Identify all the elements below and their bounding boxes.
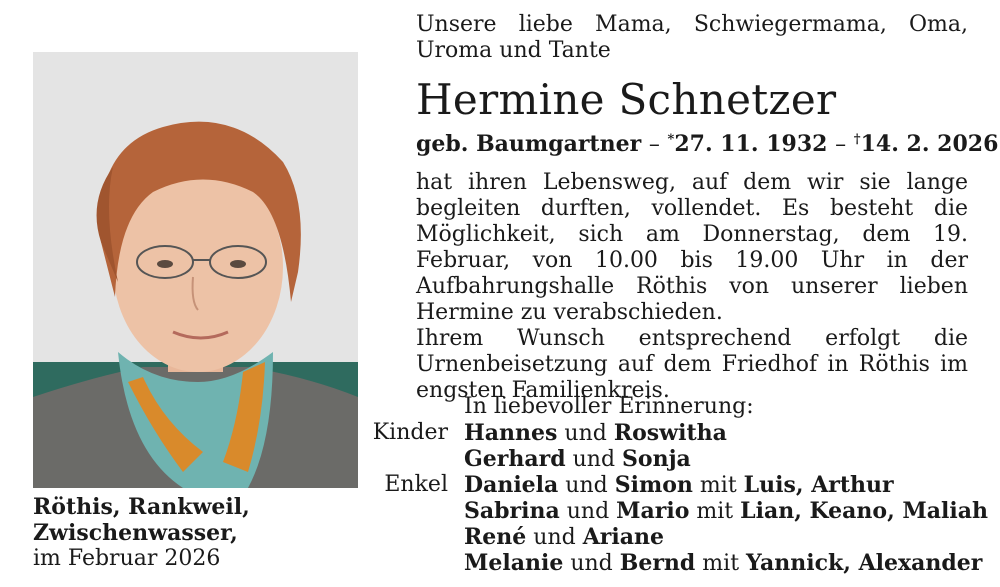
- conjunction: und: [533, 525, 576, 550]
- family-name: Ariane: [582, 524, 664, 550]
- preposition: mit: [696, 499, 734, 524]
- family-children: Luis, Arthur: [743, 472, 894, 498]
- family-name: Sonja: [622, 446, 691, 472]
- death-cross-icon: †: [853, 132, 861, 147]
- dash-separator: –: [648, 132, 660, 157]
- family-name: Bernd: [619, 550, 696, 576]
- conjunction: und: [566, 499, 610, 524]
- place-and-date: [33, 494, 363, 572]
- preposition: mit: [702, 551, 740, 576]
- family-name: Sabrina: [464, 498, 560, 524]
- enkel-label: Enkel: [384, 472, 448, 497]
- intro-line-2: Uroma und Tante: [416, 38, 611, 63]
- death-date: 14. 2. 2026: [860, 131, 999, 157]
- kinder-label: Kinder: [372, 420, 448, 445]
- family-name: Hannes: [464, 420, 558, 446]
- intro-line-1: Unsere liebe Mama, Schwiegermama, Oma,: [416, 12, 968, 37]
- family-name: Mario: [616, 498, 690, 524]
- conjunction: und: [570, 551, 613, 576]
- conjunction: und: [572, 447, 616, 472]
- announcement-paragraph-1: hat ihren Lebensweg, auf dem wir sie lange begleiten durften, vollendet. Es besteht die Möglichkeit, sich am Donnerstag, dem 19. Februar, von 10.00 bis 19.00 Uhr in der Aufbahrungshalle Röthis von unserer lieben Hermine zu verabschieden.: [416, 170, 968, 325]
- family-line: [464, 472, 894, 499]
- announcement-body: [416, 170, 968, 404]
- family-line: [464, 498, 988, 525]
- birth-date: 27. 11. 1932: [674, 131, 828, 157]
- family-name: Roswitha: [613, 420, 727, 446]
- family-name: Daniela: [464, 472, 559, 498]
- deceased-name: Hermine Schnetzer: [416, 75, 837, 124]
- family-line: [464, 524, 664, 551]
- place-line-1: Röthis, Rankweil,: [33, 494, 250, 520]
- portrait-photo: [33, 52, 358, 488]
- family-children: Yannick, Alexander: [746, 550, 983, 576]
- family-name: Simon: [614, 472, 693, 498]
- family-line: [464, 420, 727, 447]
- family-name: Melanie: [464, 550, 564, 576]
- life-dates: [416, 126, 999, 159]
- intro-text: [416, 12, 968, 64]
- family-line: [464, 550, 982, 577]
- memory-heading: In liebevoller Erinnerung:: [464, 394, 754, 419]
- portrait-illustration: [33, 52, 358, 488]
- family-line: [464, 446, 691, 473]
- place-date: im Februar 2026: [33, 546, 221, 571]
- family-name: René: [464, 524, 527, 550]
- preposition: mit: [699, 473, 737, 498]
- family-children: Lian, Keano, Maliah: [740, 498, 988, 524]
- maiden-name: geb. Baumgartner: [416, 131, 642, 157]
- conjunction: und: [564, 421, 607, 446]
- place-line-2: Zwischenwasser,: [33, 520, 238, 546]
- family-name: Gerhard: [464, 446, 566, 472]
- dash-separator: –: [835, 132, 847, 157]
- announcement-paragraph-2: Ihrem Wunsch entsprechend erfolgt die Urnenbeisetzung auf dem Friedhof in Röthis im engsten Familienkreis.: [416, 326, 968, 403]
- conjunction: und: [565, 473, 608, 498]
- birth-star-icon: *: [667, 132, 675, 147]
